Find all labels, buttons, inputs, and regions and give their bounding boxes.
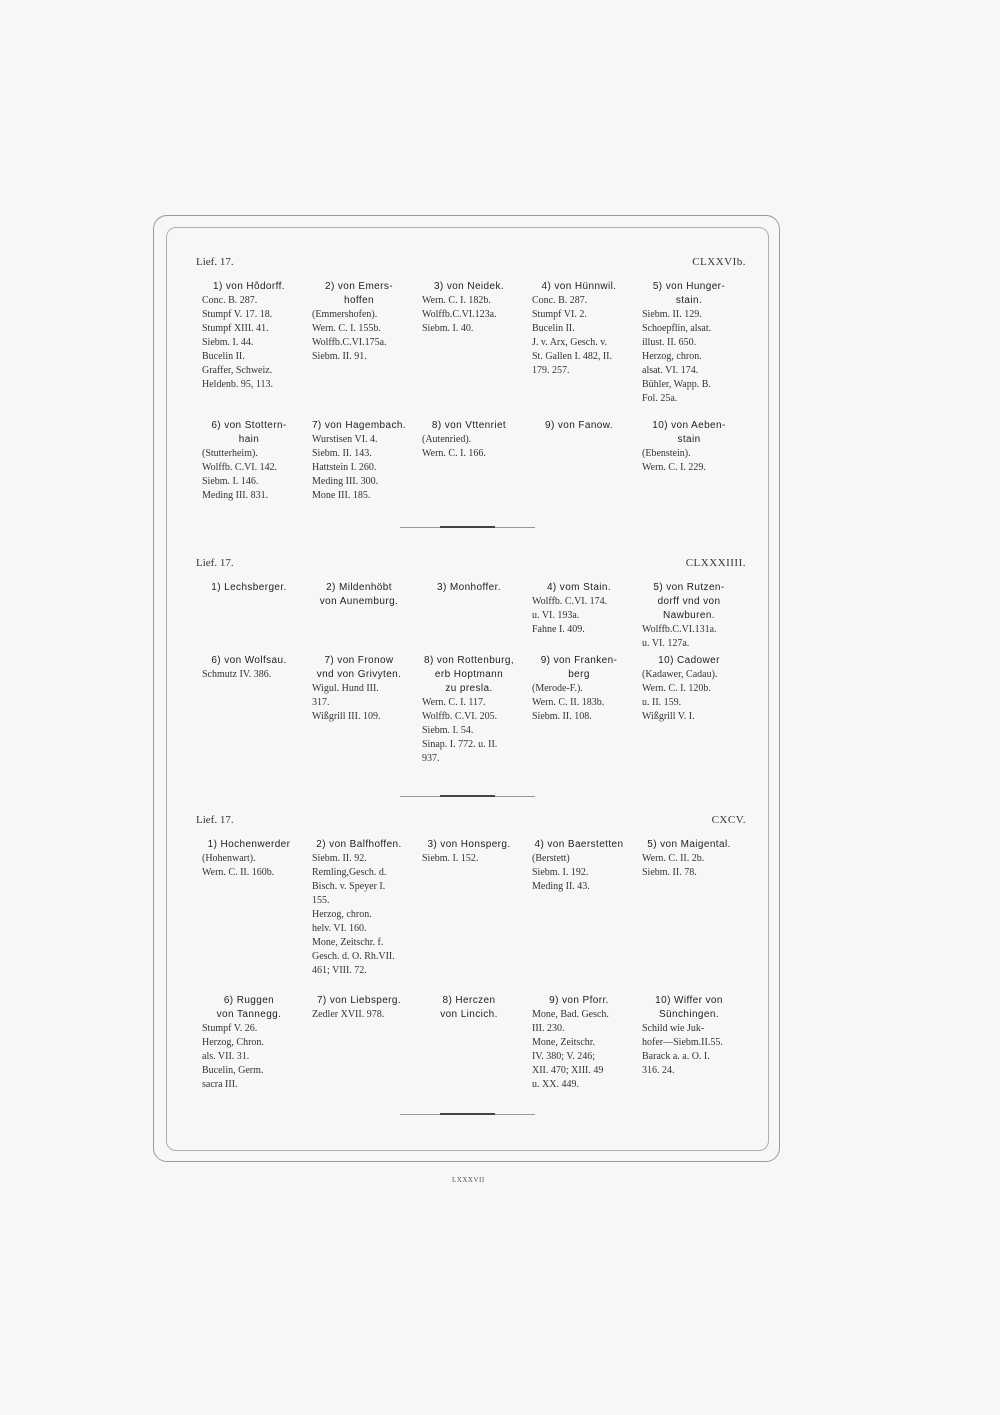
- coat-of-arms-entry: [636, 994, 746, 1092]
- entry-row: [196, 838, 746, 978]
- family-name: 1) Lechsberger.: [211, 582, 287, 593]
- coat-of-arms-entry: [306, 994, 416, 1092]
- coat-of-arms-entry: [416, 581, 526, 651]
- family-name: 8) von Rottenburg, erb Hoptmann zu presla.: [423, 655, 515, 694]
- coat-of-arms-entry: [196, 994, 306, 1092]
- coat-of-arms-entry: [196, 280, 306, 406]
- lief-label: Lief. 17.: [196, 557, 234, 569]
- family-name: 9) von Pforr.: [549, 995, 609, 1006]
- plate-number: CLXXVIb.: [692, 256, 746, 268]
- section-header: [196, 814, 746, 836]
- entry-row: [196, 419, 746, 503]
- coat-of-arms-entry: [416, 838, 526, 978]
- source-references: Siebm. II. 129. Schoepflin, alsat. illust. II. 650. Herzog, chron. alsat. VI. 174. Bühler, Wapp. B. Fol. 25a.: [642, 309, 712, 404]
- entry-row: [196, 654, 746, 766]
- family-name: 5) von Maigental.: [647, 839, 731, 850]
- family-name: 2) Mildenhöbt von Aunemburg.: [319, 582, 399, 607]
- family-name: 7) von Hagembach.: [311, 420, 407, 431]
- entry-row: [196, 994, 746, 1092]
- family-name: 4) vom Stain.: [546, 582, 612, 593]
- armorial-section: [196, 814, 746, 1090]
- source-references: Schmutz IV. 386.: [202, 669, 272, 680]
- family-name: 10) Wiffer von Sünchingen.: [655, 995, 723, 1020]
- coat-of-arms-entry: [526, 280, 636, 406]
- coat-of-arms-entry: [306, 419, 416, 503]
- source-references: Conc. B. 287. Stumpf VI. 2. Bucelin II. J. v. Arx, Gesch. v. St. Gallen I. 482, II. 179. 257.: [532, 295, 612, 376]
- coat-of-arms-entry: [416, 419, 526, 503]
- family-name: 7) von Fronow vnd von Grivyten.: [316, 655, 402, 680]
- lief-label: Lief. 17.: [196, 256, 234, 268]
- plate-number: CLXXXIIII.: [685, 557, 746, 569]
- coat-of-arms-entry: [526, 994, 636, 1092]
- family-name: 4) von Baerstetten: [534, 839, 624, 850]
- coat-of-arms-entry: [636, 654, 746, 766]
- coat-of-arms-entry: [306, 581, 416, 651]
- family-name: 3) von Honsperg.: [427, 839, 511, 850]
- source-references: (Merode-F.). Wern. C. II. 183b. Siebm. II. 108.: [532, 683, 605, 722]
- source-references: (Emmershofen). Wern. C. I. 155b. Wolffb.C.VI.175a. Siebm. II. 91.: [312, 309, 387, 362]
- lief-label: Lief. 17.: [196, 814, 234, 826]
- family-name: 5) von Hunger- stain.: [652, 281, 726, 306]
- coat-of-arms-entry: [636, 419, 746, 503]
- family-name: 1) von Hôdorff.: [213, 281, 285, 292]
- entry-row: [196, 581, 746, 651]
- family-name: 5) von Rutzen- dorff vnd von Nawburen.: [653, 582, 725, 621]
- coat-of-arms-entry: [416, 654, 526, 766]
- section-divider: [400, 1114, 535, 1115]
- source-references: Siebm. II. 92. Remling,Gesch. d. Bisch. v. Speyer I. 155. Herzog, chron. helv. VI. 160. Mone, Zeitschr. f. Gesch. d. O. Rh.VII. 461; VIII. 72.: [312, 853, 395, 976]
- coat-of-arms-entry: [196, 419, 306, 503]
- family-name: 2) von Balfhoffen.: [316, 839, 402, 850]
- source-references: Wigul. Hund III. 317. Wißgrill III. 109.: [312, 683, 381, 722]
- source-references: (Autenried). Wern. C. I. 166.: [422, 434, 486, 459]
- coat-of-arms-entry: [196, 581, 306, 651]
- source-references: (Kadawer, Cadau). Wern. C. I. 120b. u. II. 159. Wißgrill V. I.: [642, 669, 718, 722]
- family-name: 1) Hochenwerder: [207, 839, 291, 850]
- coat-of-arms-entry: [306, 838, 416, 978]
- coat-of-arms-entry: [196, 838, 306, 978]
- coat-of-arms-entry: [526, 419, 636, 503]
- source-references: Zedler XVII. 978.: [312, 1009, 385, 1020]
- family-name: 3) Monhoffer.: [437, 582, 501, 593]
- coat-of-arms-entry: [526, 654, 636, 766]
- family-name: 4) von Hünnwil.: [541, 281, 617, 292]
- plate-number: CXCV.: [711, 814, 746, 826]
- coat-of-arms-entry: [196, 654, 306, 766]
- family-name: 9) von Fanow.: [544, 420, 613, 431]
- coat-of-arms-entry: [636, 581, 746, 651]
- source-references: Mone, Bad. Gesch. III. 230. Mone, Zeitschr. IV. 380; V. 246; XII. 470; XIII. 49 u. XX. 449.: [532, 1009, 609, 1090]
- family-name: 10) von Aeben- stain: [652, 420, 726, 445]
- coat-of-arms-entry: [636, 280, 746, 406]
- coat-of-arms-entry: [306, 280, 416, 406]
- coat-of-arms-entry: [526, 838, 636, 978]
- family-name: 6) Ruggen von Tannegg.: [216, 995, 282, 1020]
- source-references: (Ebenstein). Wern. C. I. 229.: [642, 448, 706, 473]
- armorial-section: [196, 256, 746, 501]
- source-references: Wolffb. C.VI. 174. u. VI. 193a. Fahne I. 409.: [532, 596, 608, 635]
- source-references: (Hohenwart). Wern. C. II. 160b.: [202, 853, 275, 878]
- coat-of-arms-entry: [416, 994, 526, 1092]
- coat-of-arms-entry: [306, 654, 416, 766]
- section-divider: [400, 796, 535, 797]
- family-name: 8) von Vttenriet: [431, 420, 507, 431]
- family-name: 10) Cadower: [658, 655, 720, 666]
- source-references: Stumpf V. 26. Herzog, Chron. als. VII. 31. Bucelin, Germ. sacra III.: [202, 1023, 264, 1090]
- page-footer: LXXXVII: [452, 1176, 485, 1184]
- source-references: Schild wie Juk- hofer—Siebm.II.55. Barack a. a. O. I. 316. 24.: [642, 1023, 723, 1076]
- source-references: Wern. C. I. 117. Wolffb. C.VI. 205. Siebm. I. 54. Sinap. I. 772. u. II. 937.: [422, 697, 498, 764]
- family-name: 6) von Stottern- hain: [211, 420, 287, 445]
- family-name: 6) von Wolfsau.: [211, 655, 287, 666]
- coat-of-arms-entry: [636, 838, 746, 978]
- coat-of-arms-entry: [526, 581, 636, 651]
- source-references: Wolffb.C.VI.131a. u. VI. 127a.: [642, 624, 717, 649]
- armorial-section: [196, 557, 746, 764]
- source-references: Wurstisen VI. 4. Siebm. II. 143. Hattstein I. 260. Meding III. 300. Mone III. 185.: [312, 434, 379, 501]
- source-references: Siebm. I. 152.: [422, 853, 479, 864]
- family-name: 7) von Liebsperg.: [316, 995, 402, 1006]
- family-name: 8) Herczen von Lincich.: [440, 995, 498, 1020]
- family-name: 2) von Emers- hoffen: [325, 281, 393, 306]
- family-name: 9) von Franken- berg: [540, 655, 618, 680]
- source-references: Wern. C. II. 2b. Siebm. II. 78.: [642, 853, 705, 878]
- source-references: (Stutterheim). Wolffb. C.VI. 142. Siebm. I. 146. Meding III. 831.: [202, 448, 278, 501]
- entry-row: [196, 280, 746, 406]
- section-divider: [400, 527, 535, 528]
- source-references: Conc. B. 287. Stumpf V. 17. 18. Stumpf XIII. 41. Siebm. I. 44. Bucelin II. Graffer, Schweiz. Heldenb. 95, 113.: [202, 295, 274, 390]
- family-name: 3) von Neidek.: [433, 281, 505, 292]
- source-references: Wern. C. I. 182b. Wolffb.C.VI.123a. Siebm. I. 40.: [422, 295, 497, 334]
- section-header: [196, 557, 746, 579]
- source-references: (Berstett) Siebm. I. 192. Meding II. 43.: [532, 853, 590, 892]
- coat-of-arms-entry: [416, 280, 526, 406]
- section-header: [196, 256, 746, 278]
